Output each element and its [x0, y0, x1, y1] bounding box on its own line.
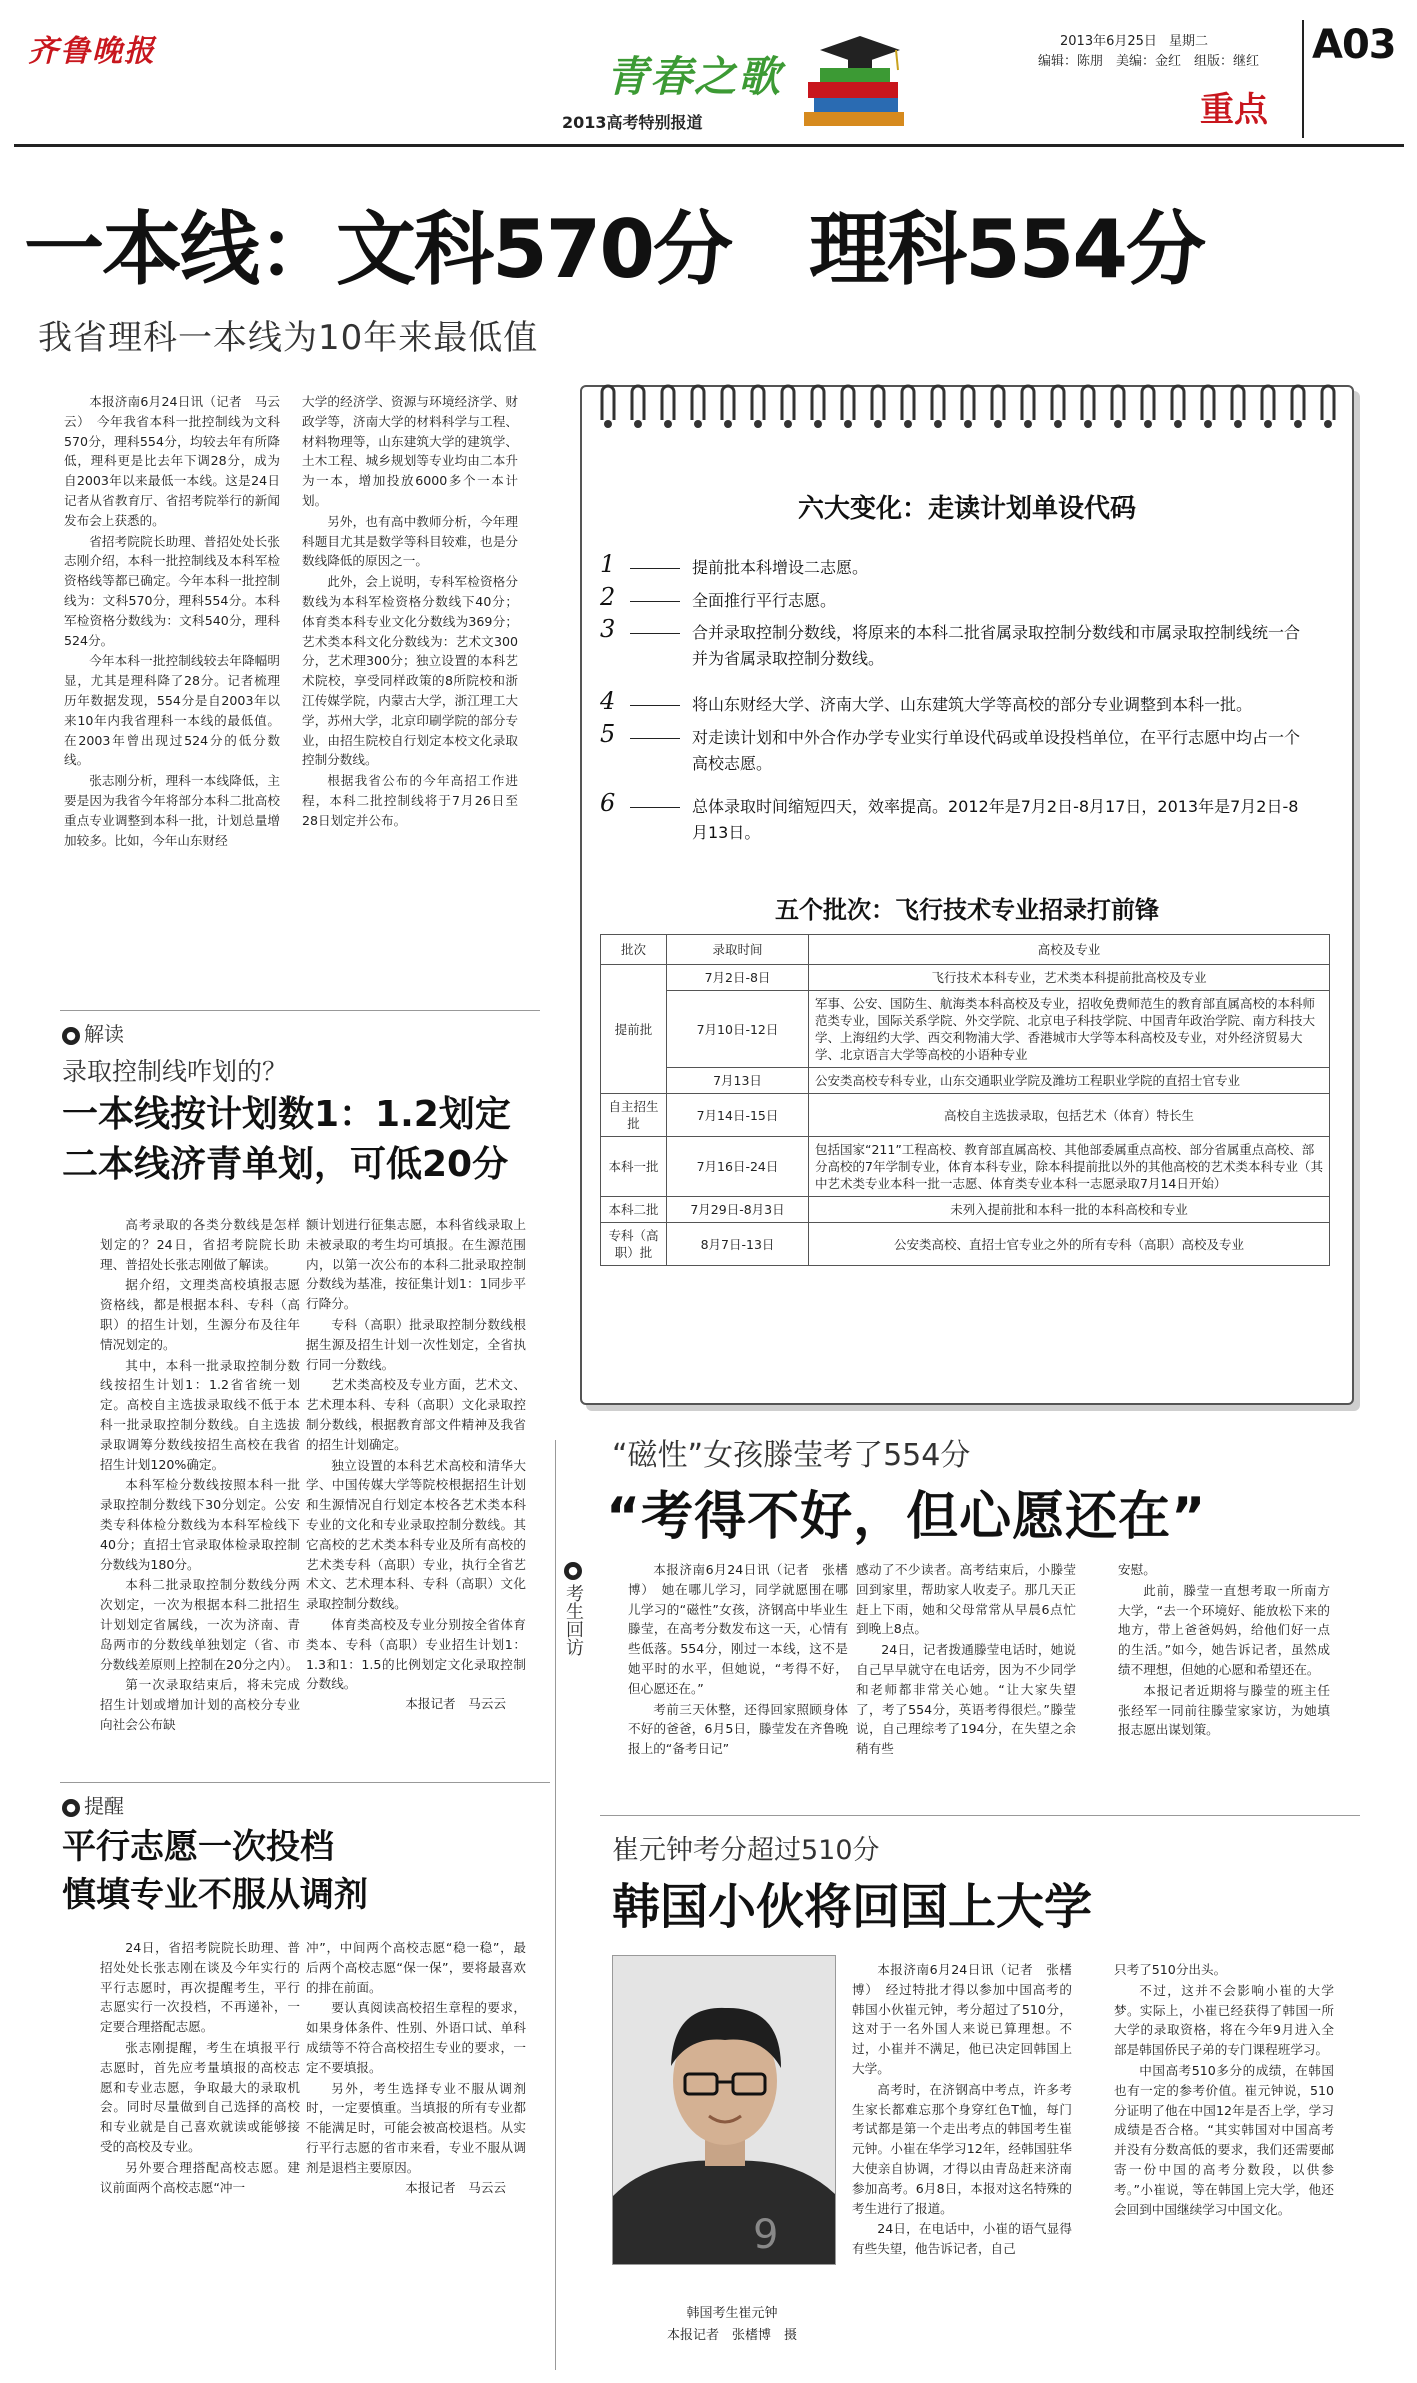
batch-cell: 本科一批 — [601, 1137, 667, 1197]
change-number: 6 — [600, 789, 616, 817]
paragraph: 艺术类高校及专业方面，艺术文、艺术理本科、专科（高职）文化录取控制分数线，根据教育部文件精神及我省的招生计划确定。 — [306, 1377, 526, 1452]
masthead — [0, 0, 1417, 140]
tixing-label-text: 提醒 — [84, 1794, 124, 1818]
content-cell: 军事、公安、国防生、航海类本科高校及专业，招收免费师范生的教育部直属高校的本科师范类专业，国际关系学院、外交学院、北京电子科技学院、中国青年政治学院、南方科技大学、上海纽约大学、西交利物浦大学、香港城市大学等本科高校及专业，对外经济贸易大学、北京语言大学等高校的小语种专业 — [809, 991, 1330, 1068]
svg-text:9: 9 — [753, 2212, 779, 2258]
tixing-title-1: 平行志愿一次投档 — [62, 1827, 334, 1867]
bullet-icon: ● — [564, 1562, 582, 1580]
divider — [600, 1815, 1360, 1816]
divider — [60, 1782, 550, 1783]
time-cell: 7月2日-8日 — [667, 965, 809, 991]
byline: 本报记者 马云云 — [405, 2179, 506, 2195]
page-number: A03 — [1312, 22, 1396, 68]
weekday: 星期二 — [1169, 34, 1209, 49]
jiedu-title-1: 一本线按计划数1：1.2划定 — [62, 1094, 511, 1135]
jiedu-question: 录取控制线咋划的？ — [62, 1057, 288, 1086]
paragraph: 24日，在电话中，小崔的语气显得有些失望，他告诉记者，自己 — [852, 2221, 1072, 2257]
table-header-row — [601, 935, 1330, 965]
paragraph: 中国高考510多分的成绩，在韩国也有一定的参考价值。崔元钟说，510分证明了他在中国12年是否上学，学习成绩是否合格。“其实韩国对中国高考并没有分数高低的要求，我们还需要邮寄一份中国的高考分数段，以供参考。”小崔说，等在韩国上完大学，他还会回到中国继续学习中国文化。 — [1114, 2062, 1334, 2217]
column-title: 青春之歌 — [606, 52, 783, 101]
main-subhead: 我省理科一本线为10年来最低值 — [38, 318, 539, 358]
changes-title: 六大变化：走读计划单设代码 — [797, 494, 1136, 524]
section-label: 重点 — [1200, 90, 1268, 130]
table-row — [601, 1223, 1330, 1266]
date: 2013年6月25日 — [1060, 34, 1157, 49]
change-item-3 — [600, 615, 1312, 672]
content-cell: 飞行技术本科专业，艺术类本科提前批高校及专业 — [809, 965, 1330, 991]
change-number: 1 — [600, 550, 616, 578]
tixing-label — [62, 1790, 124, 1819]
main-column-2 — [302, 392, 518, 831]
photo-caption: 韩国考生崔元钟 — [686, 2306, 778, 2321]
column-badge — [562, 30, 932, 140]
notebook-rings-icon — [590, 380, 1350, 440]
newspaper-logo: 齐鲁晚报 — [28, 34, 156, 69]
story1-column-3 — [1118, 1560, 1330, 1740]
story2-column-1 — [852, 1960, 1072, 2259]
change-number: 2 — [600, 583, 616, 611]
story1-column-2 — [856, 1560, 1076, 1759]
header-cell: 批次 — [601, 935, 667, 965]
time-cell: 7月29日-8月3日 — [667, 1197, 809, 1223]
student-photo — [612, 1955, 836, 2265]
table-row — [601, 1094, 1330, 1137]
jiedu-column-1 — [100, 1215, 300, 1735]
masthead-rule — [14, 144, 1404, 147]
column-subtitle: 2013高考特别报道 — [562, 113, 703, 132]
table-row — [601, 1137, 1330, 1197]
bullet-icon: ● — [62, 1027, 80, 1045]
paragraph: 省招考院院长助理、普招处处长张志刚介绍，本科一批控制线及本科军检资格线等都已确定。今年本科一批控制线为：文科570分，理科554分。本科军检资格分数线为：文科540分，理科524分。 — [64, 533, 280, 648]
paragraph: 大学的经济学、资源与环境经济学、财政学等，济南大学的材料科学与工程、材料物理等，山东建筑大学的建筑学、土木工程、城乡规划等专业均由二本升为一本，增加投放6000多个一本计划。 — [302, 394, 518, 508]
content-cell: 未列入提前批和本科一批的本科高校和专业 — [809, 1197, 1330, 1223]
paragraph: 另外，也有高中教师分析，今年理科题目尤其是数学等科目较难，也是分数线降低的原因之一。 — [302, 513, 518, 569]
batch-cell: 本科二批 — [601, 1197, 667, 1223]
photo-credit: 本报记者 张榰博 摄 — [666, 2328, 797, 2343]
story2-title: 韩国小伙将回国上大学 — [612, 1879, 1093, 1935]
change-number: 4 — [600, 687, 616, 715]
story1-kicker: “磁性”女孩滕莹考了554分 — [612, 1438, 971, 1473]
side-label-text: 考生回访 — [563, 1584, 584, 1656]
paragraph: 本报记者近期将与滕莹的班主任张经军一同前往滕莹家家访，为她填报志愿出谋划策。 — [1118, 1682, 1330, 1738]
paragraph: 只考了510分出头。 — [1114, 1962, 1227, 1977]
change-item-6 — [600, 789, 1312, 846]
story2-column-2 — [1114, 1960, 1334, 2219]
change-text: 将山东财经大学、济南大学、山东建筑大学等高校的部分专业调整到本科一批。 — [692, 695, 1253, 714]
student-portrait-icon — [613, 1956, 836, 2265]
header-cell: 高校及专业 — [809, 935, 1330, 965]
paragraph: 24日，省招考院院长助理、普招处处长张志刚在谈及今年实行的平行志愿时，再次提醒考生，平行志愿实行一次投档，不再递补，一定要合理搭配志愿。 — [100, 1940, 300, 2035]
paragraph: 不过，这并不会影响小崔的大学梦。实际上，小崔已经获得了韩国一所大学的录取资格，将在今年9月进入全部是韩国侨民子弟的专门课程班学习。 — [1114, 1982, 1334, 2058]
books-graduation-cap-icon — [790, 30, 920, 130]
time-cell: 7月10日-12日 — [667, 991, 809, 1068]
main-headline: 一本线：文科570分 理科554分 — [24, 203, 1204, 296]
story1-column-1 — [628, 1560, 848, 1759]
bullet-icon: ● — [62, 1799, 80, 1817]
editors: 编辑：陈朋 美编：金红 组版：继红 — [1038, 54, 1260, 69]
batches-table — [600, 934, 1330, 1266]
page-divider — [1302, 20, 1304, 138]
time-cell: 7月14日-15日 — [667, 1094, 809, 1137]
paragraph: 另外要合理搭配高校志愿。建议前面两个高校志愿“冲一 — [100, 2159, 300, 2195]
column-divider — [555, 1440, 556, 2370]
divider — [60, 1010, 540, 1011]
paragraph: 冲”，中间两个高校志愿“稳一稳”，最后两个高校志愿“保一保”，要将最喜欢的排在前面。 — [306, 1940, 526, 1995]
paragraph: 高考录取的各类分数线是怎样划定的？24日，省招考院院长助理、普招处长张志刚做了解读。 — [100, 1217, 300, 1272]
batch-cell: 专科（高职）批 — [601, 1223, 667, 1266]
batch-cell: 自主招生批 — [601, 1094, 667, 1137]
header-cell: 录取时间 — [667, 935, 809, 965]
jiedu-column-2 — [306, 1215, 526, 1714]
story1-title: “考得不好，但心愿还在” — [606, 1487, 1207, 1547]
paragraph: 另外，考生选择专业不服从调剂时，一定要慎重。当填报的所有专业都不能满足时，可能会被高校退档。从实行平行志愿的省市来看，专业不服从调剂是退档主要原因。 — [306, 2080, 526, 2175]
jiedu-label-text: 解读 — [84, 1022, 124, 1046]
change-text: 提前批本科增设二志愿。 — [692, 558, 869, 577]
paragraph: 本报济南6月24日讯（记者 张榰博） 经过特批才得以参加中国高考的韩国小伙崔元钟，考分超过了510分，这对于一名外国人来说已算理想。不过，小崔并不满足，他已决定回韩国上大学。 — [852, 1962, 1072, 2076]
change-item-5 — [600, 720, 1312, 777]
jiedu-label — [62, 1018, 124, 1047]
change-number: 3 — [600, 615, 616, 643]
paragraph: 感动了不少读者。高考结束后，小滕莹回到家里，帮助家人收麦子。那几天正赶上下雨，她和父母常常从早晨6点忙到晚上8点。 — [856, 1562, 1076, 1637]
paragraph: 此前，滕莹一直想考取一所南方大学，“去一个环境好、能放松下来的地方，带上爸爸妈妈，给他们好一点的生活。”如今，她告诉记者，虽然成绩不理想，但她的心愿和希望还在。 — [1118, 1582, 1330, 1677]
paragraph: 要认真阅读高校招生章程的要求，如果身体条件、性别、外语口试、单科成绩等不符合高校招生专业的要求，一定不要填报。 — [306, 2000, 526, 2075]
change-text: 全面推行平行志愿。 — [692, 591, 837, 610]
paragraph: 安慰。 — [1118, 1562, 1156, 1577]
kaosheng-side-label — [560, 1560, 586, 1656]
tixing-column-1 — [100, 1938, 300, 2197]
paragraph: 专科（高职）批录取控制分数线根据生源及招生计划一次性划定，全省执行同一分数线。 — [306, 1316, 526, 1372]
content-cell: 高校自主选拔录取，包括艺术（体育）特长生 — [809, 1094, 1330, 1137]
content-cell: 包括国家“211”工程高校、教育部直属高校、其他部委属重点高校、部分省属重点高校、部分高校的7年学制专业，体育本科专业，除本科提前批以外的其他高校的艺术类本科专业（其中艺术类专业本科一批一志愿、体育类专业本科一志愿录取7月14日开始） — [809, 1137, 1330, 1197]
paragraph: 本科二批录取控制分数线分两次划定，一次为根据本科二批招生计划划定省属线，一次为济南、青岛两市的分数线单独划定（省、市分数线差原则上控制在20分之内）。 — [100, 1577, 300, 1672]
byline: 本报记者 马云云 — [405, 1696, 506, 1712]
paragraph: 据介绍，文理类高校填报志愿资格线，都是根据本科、专科（高职）的招生计划，生源分布及往年情况划定的。 — [100, 1277, 300, 1352]
paragraph: 其中，本科一批录取控制分数线按招生计划1：1.2省省统一划定。高校自主选拔录取线不低于本科一批录取控制分数线。自主选拔录取调筹分数线按招生高校在我省招生计划120%确定。 — [100, 1357, 300, 1472]
table-row — [601, 1068, 1330, 1094]
change-text: 合并录取控制分数线，将原来的本科二批省属录取控制分数线和市属录取控制线统一合并为省属录取控制分数线。 — [692, 623, 1301, 668]
change-item-1 — [600, 550, 1312, 581]
content-cell: 公安类高校专科专业，山东交通职业学院及潍坊工程职业学院的直招士官专业 — [809, 1068, 1330, 1094]
paragraph: 额计划进行征集志愿，本科省线录取上未被录取的考生均可填报。在生源范围内，以第一次公布的本科二批录取控制分数线为基准，按征集计划1：1同步平行降分。 — [306, 1217, 526, 1312]
time-cell: 8月7日-13日 — [667, 1223, 809, 1266]
paragraph: 独立设置的本科艺术高校和清华大学、中国传媒大学等院校根据招生计划和生源情况自行划定本校各艺术类本科专业的文化和专业录取控制分数线。其它高校的艺术类本科专业及所有高校的艺术类专科（高职）专业，执行全省艺术文、艺术理本科、专科（高职）文化录取控制分数线。 — [306, 1457, 526, 1612]
paragraph: 此外，会上说明，专科军检资格分数线为本科军检资格分数线下40分；体育类本科专业文化分数线为369分；艺术类本科文化分数线为：艺术文300分，艺术理300分；独立设置的本科艺术院校，享受同样政策的8所院校和浙江传媒学院，内蒙古大学，浙江理工大学，苏州大学，北京印刷学院的部分专业，由招生院校自行划定本校文化录取控制分数线。 — [302, 574, 518, 768]
content-cell: 公安类高校、直招士官专业之外的所有专科（高职）高校及专业 — [809, 1223, 1330, 1266]
time-cell: 7月13日 — [667, 1068, 809, 1094]
batch-cell: 提前批 — [601, 965, 667, 1094]
paragraph: 今年本科一批控制线较去年降幅明显，尤其是理科降了28分。记者梳理历年数据发现，554分是自2003年以来10年内我省理科一本线的最低值。在2003年曾出现过524分的低分数线。 — [64, 653, 280, 768]
table-row — [601, 991, 1330, 1068]
change-number: 5 — [600, 720, 616, 748]
main-column-1 — [64, 392, 280, 850]
change-text: 总体录取时间缩短四天，效率提高。2012年是7月2日-8月17日，2013年是7月2日-8月13日。 — [692, 797, 1299, 842]
time-cell: 7月16日-24日 — [667, 1137, 809, 1197]
paragraph: 体育类高校及专业分别按全省体育类本、专科（高职）专业招生计划1：1.3和1：1.5的比例划定文化录取控制分数线。 — [306, 1616, 526, 1692]
tixing-column-2 — [306, 1938, 526, 2198]
change-text: 对走读计划和中外合作办学专业实行单设代码或单设投档单位，在平行志愿中均占一个高校志愿。 — [692, 728, 1301, 773]
paragraph: 本报济南6月24日讯（记者 马云云） 今年我省本科一批控制线为文科570分，理科554分，均较去年有所降低，理科更是比去年下调28分，成为自2003年以来最低一本线。这是24日记者从省教育厅、省招考院举行的新闻发布会上获悉的。 — [64, 394, 280, 528]
table-row — [601, 965, 1330, 991]
tixing-title-2: 慎填专业不服从调剂 — [62, 1875, 368, 1915]
paragraph: 第一次录取结束后，将未完成招生计划或增加计划的高校分专业向社会公布缺 — [100, 1677, 300, 1732]
story2-kicker: 崔元钟考分超过510分 — [612, 1835, 880, 1866]
change-item-2 — [600, 583, 1312, 614]
paragraph: 考前三天休整，还得回家照顾身体不好的爸爸，6月5日，滕莹发在齐鲁晚报上的“备考日记” — [628, 1701, 848, 1757]
paragraph: 本报济南6月24日讯（记者 张榰博） 她在哪儿学习，同学就愿围在哪儿学习的“磁性”女孩，济钢高中毕业生滕莹，在高考分数发布这一天，心情有些低落。554分，刚过一本线，这不是她平时的水平，但她说，“考得不好，但心愿还在。” — [628, 1562, 848, 1696]
table-row — [601, 1197, 1330, 1223]
issue-date — [1060, 30, 1208, 49]
change-item-4 — [600, 687, 1312, 718]
paragraph: 张志刚提醒，考生在填报平行志愿时，首先应考量填报的高校志愿和专业志愿，争取最大的录取机会。同时尽量做到自己选择的高校和专业就是自己喜欢就读或能够接受的高校及专业。 — [100, 2039, 300, 2154]
paragraph: 张志刚分析，理科一本线降低，主要是因为我省今年将部分本科二批高校重点专业调整到本科一批，计划总量增加较多。比如，今年山东财经 — [64, 773, 280, 848]
paragraph: 本科军检分数线按照本科一批录取控制分数线下30分划定。公安类专科体检分数线为本科军检线下40分；直招士官录取体检录取控制分数线为180分。 — [100, 1477, 300, 1572]
paragraph: 24日，记者拨通滕莹电话时，她说自己早早就守在电话旁，因为不少同学和老师都非常关心她。“让大家失望了，考了554分，英语考得很烂。”滕莹说，自己理综考了194分，在失望之余稍有些 — [856, 1642, 1076, 1757]
paragraph: 根据我省公布的今年高招工作进程，本科二批控制线将于7月26日至28日划定并公布。 — [302, 773, 518, 828]
paragraph: 高考时，在济钢高中考点，许多考生家长都难忘那个身穿红色T恤，每门考试都是第一个走出考点的韩国考生崔元钟。小崔在华学习12年，经韩国驻华大使亲自协调，才得以由青岛赶来济南参加高考。6月8日，本报对这名特殊的考生进行了报道。 — [852, 2081, 1072, 2216]
jiedu-title-2: 二本线济青单划，可低20分 — [62, 1144, 509, 1185]
batches-title: 五个批次：飞行技术专业招录打前锋 — [775, 896, 1159, 924]
